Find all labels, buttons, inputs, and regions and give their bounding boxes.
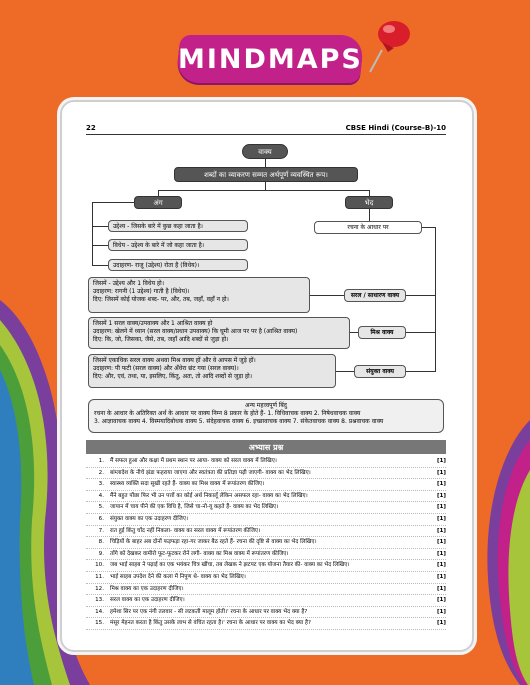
- desc-line: जिसमें - उद्देश्य और 1 विधेय हो।: [93, 280, 164, 287]
- question-marks: [1]: [436, 458, 446, 464]
- list-item: [86, 479, 446, 491]
- question-marks: [1]: [436, 597, 446, 604]
- question-number: 13.: [95, 597, 104, 604]
- list-item: [86, 572, 446, 584]
- desc-line: जिसमें एकाधिक सरल वाक्य अथवा मिश्र वाक्य हों और वे आपस में जुड़े हों।: [93, 357, 256, 364]
- question-marks: [1]: [436, 527, 446, 534]
- question-text: स्वास्थ्य व्यक्ति सदा सुखी रहते हैं- वाक्य का मिश्र वाक्य में रूपांतरण कीजिए।: [110, 481, 265, 488]
- desc-line: उदाहरण: रागनी (1 उद्देश्य) गाती है (विधेय)।: [93, 288, 190, 295]
- question-number: 3.: [98, 481, 104, 488]
- desc-line: जिसमें 1 सरल वाक्य/उपवाक्य और 1 आश्रित वाक्य हो: [93, 320, 213, 327]
- exercise-title: अभ्यास प्रश्न: [86, 440, 446, 454]
- list-item: [86, 526, 446, 538]
- list-item: [86, 514, 446, 526]
- desc-line: दिए: जिसमें कोई योजक शब्द- पर, और, तब, जहाँ, वहाँ न हो।: [93, 296, 229, 303]
- question-text: मंसूर मेहनत करता है किंतु उसके लाभ से वंचित रहता है।' रचना के आधार पर वाक्य का भेद क्या है?: [110, 620, 311, 627]
- definition-label: शब्दों का व्याकरण सम्मत अर्थपूर्ण व्यवस्थित रूप।: [204, 170, 328, 179]
- note-title: अन्य महत्त्वपूर्ण बिंदु: [245, 402, 287, 409]
- question-text: रात हुई किंतु चाँद नहीं निकला- वाक्य का सरल वाक्य में रूपांतरण कीजिए।: [110, 527, 261, 534]
- question-text: मैं सफल हुआ और कक्षा में प्रथम स्थान पर आया- वाक्य को सरल वाक्य में लिखिए।: [110, 458, 277, 464]
- anga-item-uddeshya: [108, 220, 248, 232]
- other-points-box: [88, 399, 444, 433]
- question-marks: [1]: [436, 469, 446, 476]
- anga-label: अंग: [153, 198, 163, 207]
- list-item: [86, 537, 446, 549]
- question-marks: [1]: [436, 481, 446, 488]
- list-item: [86, 607, 446, 619]
- question-list: [86, 456, 446, 630]
- desc-line: उदाहरण: खेलने में ध्यान (सरल वाक्य/प्रधान उपवाक्य) कि घूमी आज पर पर है (आश्रित वाक्य): [93, 328, 298, 335]
- book-title: CBSE Hindi (Course-B)-10: [345, 124, 446, 132]
- desc-line: दिए: कि, जो, जिसका, जैसे, तब, जहाँ आदि शब्दों से जुड़ा हो।: [93, 336, 229, 343]
- question-text: बांग्लादेश के नीचे झंडा फहराया जाएगा और स्वतंत्रता की प्रतिज्ञा पढ़ी जाएगी- वाक्य का भेद लिखिए।: [110, 469, 311, 476]
- question-text: सरल वाक्य का एक उदाहरण दीजिए।: [110, 597, 185, 604]
- list-item: [86, 584, 446, 596]
- question-text: ताँगे को देखकर वामीरो फूट-फूटकर रोने लगी- वाक्य का मिश्र वाक्य में रूपांतरण कीजिए।: [110, 550, 289, 557]
- anga-item-example: [108, 259, 248, 271]
- anga-item-vidheya: [108, 239, 248, 251]
- question-text: हमेशा सिर पर एक नंगी तलवार - सी लटकती मालूम होती।' रचना के आधार पर वाक्य भेद क्या है?: [110, 608, 308, 615]
- question-number: 6.: [98, 515, 104, 522]
- question-marks: [1]: [436, 573, 446, 580]
- question-number: 15.: [95, 620, 104, 627]
- bhed-label: भेद: [364, 198, 374, 207]
- banner-title: MINDMAPS: [177, 43, 363, 75]
- question-number: 7.: [98, 527, 104, 534]
- note-line: रचना के आधार के अतिरिक्त अर्थ के आधार पर वाक्य निम्न 8 प्रकार के होते हैं- 1. विधिवाचक वाक्य 2. निषेधवाचक वाक्य: [94, 410, 361, 417]
- question-text: जापान में चाय पीने की एक विधि है, जिसे चा-नो-यू कहते हैं- वाक्य का भेद लिखिए।: [110, 504, 279, 511]
- type-label: मिश्र वाक्य: [370, 328, 394, 336]
- mindmaps-banner: [175, 35, 364, 83]
- list-item: [86, 595, 446, 607]
- question-marks: [1]: [436, 608, 446, 615]
- bhed-basis-node: [314, 221, 422, 234]
- question-number: 12.: [95, 585, 104, 592]
- question-number: 4.: [98, 492, 104, 499]
- book-page: [60, 100, 474, 652]
- note-line: 3. आज्ञावाचक वाक्य 4. विस्मयादिबोधक वाक्य 5. संदेहवाचक वाक्य 6. इच्छावाचक वाक्य 7. संकेतवाचक वाक्य 8. प्रश्नवाचक वाक्य: [94, 418, 384, 425]
- question-marks: [1]: [436, 562, 446, 569]
- question-text: चिड़ियों के बाहर अब दोनों फड़फड़ा रहा-गर जाकर बैठ रहते हैं- रचना की दृष्टि से वाक्य का भेद लिखिए।: [110, 539, 317, 546]
- sanyukt-desc: [88, 354, 336, 388]
- list-item: [86, 560, 446, 572]
- page-header: [86, 124, 446, 135]
- question-text: भाई साहब उपदेश देने की कला में निपुण थे- वाक्य का भेद लिखिए।: [110, 573, 246, 580]
- saral-node: [344, 289, 406, 302]
- bhed-basis-label: रचना के आधार पर: [347, 223, 389, 231]
- question-text: संयुक्त वाक्य का एक उदाहरण दीजिए।: [110, 515, 189, 522]
- anga-node: [134, 196, 182, 209]
- desc-line: उदाहरण: पी फटी (सरल वाक्य) और अँधेरा छंट गया (सरल वाक्य)।: [93, 365, 239, 372]
- anga-item-text: विधेय - उद्देश्य के बारे में जो कहा जाता है।: [113, 242, 205, 249]
- mishra-desc: [88, 317, 350, 349]
- question-number: 9.: [98, 550, 104, 557]
- question-number: 1.: [98, 458, 104, 464]
- question-marks: [1]: [436, 550, 446, 557]
- question-number: 8.: [98, 539, 104, 546]
- page-number: 22: [86, 124, 96, 132]
- desc-line: दिए: और, एवं, तथा, या, इसलिए, किंतु, अतः, तो आदि शब्दों से जुड़ा हो।: [93, 373, 253, 380]
- question-number: 5.: [98, 504, 104, 511]
- question-text: मैंने बहुत पोंछा फिर भी उन पत्तों का कोई अर्थ निकालूँ लेकिन असफल रहा- वाक्य का भेद लिखिए।: [110, 492, 308, 499]
- mishra-node: [358, 326, 406, 339]
- question-text: जब भाई साहब ने पढ़ाई का एक भयंकर चित्र खींचा, तब लेखक ने झटपट एक योजना तैयार की- वाक्य का भेद लिखिए।: [110, 562, 350, 569]
- list-item: [86, 468, 446, 480]
- bhed-node: [345, 196, 393, 209]
- root-node: [242, 144, 288, 159]
- question-number: 10.: [95, 562, 104, 569]
- list-item: [86, 491, 446, 503]
- list-item: [86, 502, 446, 514]
- question-marks: [1]: [436, 539, 446, 546]
- definition-node: [174, 167, 358, 182]
- question-marks: [1]: [436, 620, 446, 627]
- question-marks: [1]: [436, 515, 446, 522]
- anga-item-text: उदाहरण- राजू (उद्देश्य) रोता है (विधेय)।: [113, 262, 200, 269]
- question-marks: [1]: [436, 504, 446, 511]
- list-item: [86, 618, 446, 630]
- saral-desc: [88, 277, 310, 313]
- question-text: मिश्र वाक्य का एक उदाहरण दीजिए।: [110, 585, 184, 592]
- question-marks: [1]: [436, 492, 446, 499]
- question-number: 11.: [95, 573, 104, 580]
- type-label: संयुक्त वाक्य: [366, 367, 394, 375]
- sanyukt-node: [354, 365, 406, 378]
- question-marks: [1]: [436, 585, 446, 592]
- anga-item-text: उद्देश्य - जिसके बारे में कुछ कहा जाता है।: [113, 223, 203, 230]
- root-label: वाक्य: [258, 147, 272, 156]
- question-number: 14.: [95, 608, 104, 615]
- list-item: [86, 456, 446, 468]
- type-label: सरल / साधारण वाक्य: [350, 291, 400, 299]
- list-item: [86, 549, 446, 561]
- question-number: 2.: [98, 469, 104, 476]
- pushpin-icon: [360, 12, 420, 77]
